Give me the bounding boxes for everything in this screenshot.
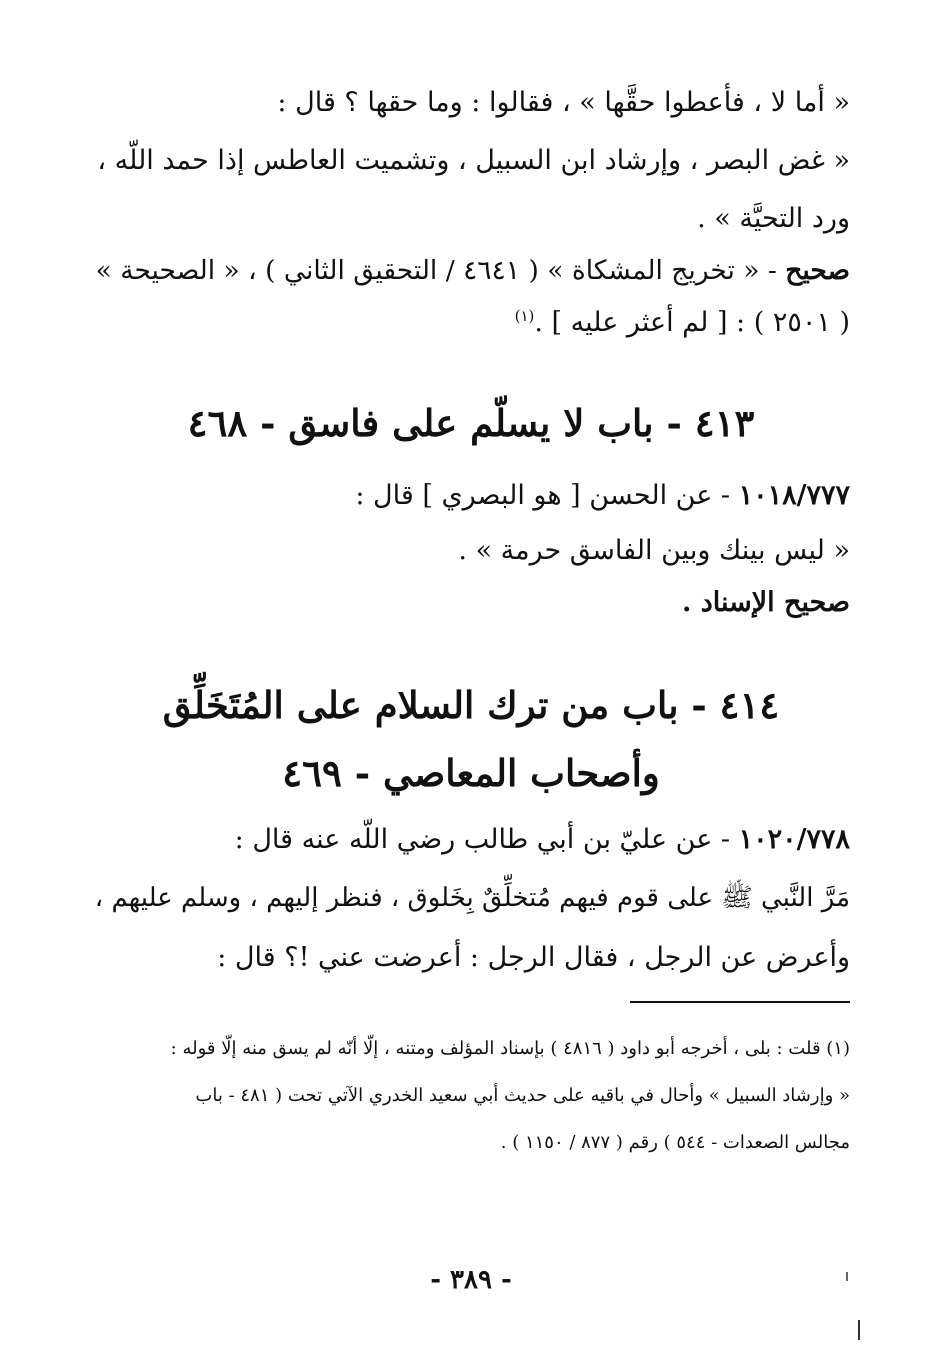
hadith-777-quote: « ليس بينك وبين الفاسق حرمة » .: [458, 535, 850, 566]
grade-ref: ( ٢٥٠١ ) : [ لم أعثر عليه ] .: [534, 307, 850, 338]
hadith-777-intro: [355, 478, 850, 514]
grade-source: - « تخريج المشكاة » ( ٤٦٤١ / التحقيق الثاني ) ، « الصحيحة »: [95, 255, 786, 286]
footnote-line-1: (١) قلت : بلى ، أخرجه أبو داود ( ٤٨١٦ ) بإسناد المؤلف ومتنه ، إلّا أنّه لم يسق منه إلّا قوله :: [170, 1038, 850, 1059]
chapter-heading-414-line1: ٤١٤ - باب من ترك السلام على المُتَخَلِّق: [162, 683, 780, 727]
hadith-number: ١٠١٨/٧٧٧: [738, 480, 850, 511]
chapter-heading-413: ٤١٣ - باب لا يسلّم على فاسق - ٤٦٨: [187, 401, 755, 445]
chapter-heading-414-line2: وأصحاب المعاصي - ٤٦٩: [282, 751, 660, 795]
scan-artifact-dot: [846, 1272, 848, 1281]
text-line-3: ورد التحيَّة » .: [697, 203, 850, 234]
hadith-778-line3: وأعرض عن الرجل ، فقال الرجل : أعرضت عني !؟ قال :: [217, 942, 850, 973]
text-line-5: [515, 305, 850, 341]
hadith-778-line2: مَرَّ النَّبي ﷺ على قوم فيهم مُتخلِّقٌ بِخَلوق ، فنظر إليهم ، وسلم عليهم ،: [94, 883, 850, 913]
grade-label: صحيح: [785, 255, 850, 286]
text-line-2: « غض البصر ، وإرشاد ابن السبيل ، وتشميت العاطس إذا حمد اللّه ،: [97, 145, 850, 176]
footnote-divider: [630, 1001, 850, 1003]
page-number: - ٣٨٩ -: [430, 1265, 512, 1295]
scan-artifact-mark: [858, 1320, 860, 1340]
text-line-4: [96, 253, 850, 289]
footnote-line-3: مجالس الصعدات - ٥٤٤ ) رقم ( ٨٧٧ / ١١٥٠ ) .: [500, 1132, 850, 1153]
footnote-marker: (١): [514, 307, 535, 325]
footnote-line-2: « وإرشاد السبيل » وأحال في باقيه على حديث أبي سعيد الخدري الآتي تحت ( ٤٨١ - باب: [195, 1085, 850, 1106]
hadith-778-intro: [235, 822, 850, 858]
hadith-narration: - عن الحسن [ هو البصري ] قال :: [355, 480, 739, 511]
hadith-number: ١٠٢٠/٧٧٨: [738, 824, 850, 855]
hadith-777-grade: صحيح الإسناد .: [681, 587, 850, 618]
text-line-1: « أما لا ، فأعطوا حقَّها » ، فقالوا : وما حقها ؟ قال :: [277, 87, 850, 118]
hadith-narration: - عن عليّ بن أبي طالب رضي اللّه عنه قال :: [234, 824, 739, 855]
